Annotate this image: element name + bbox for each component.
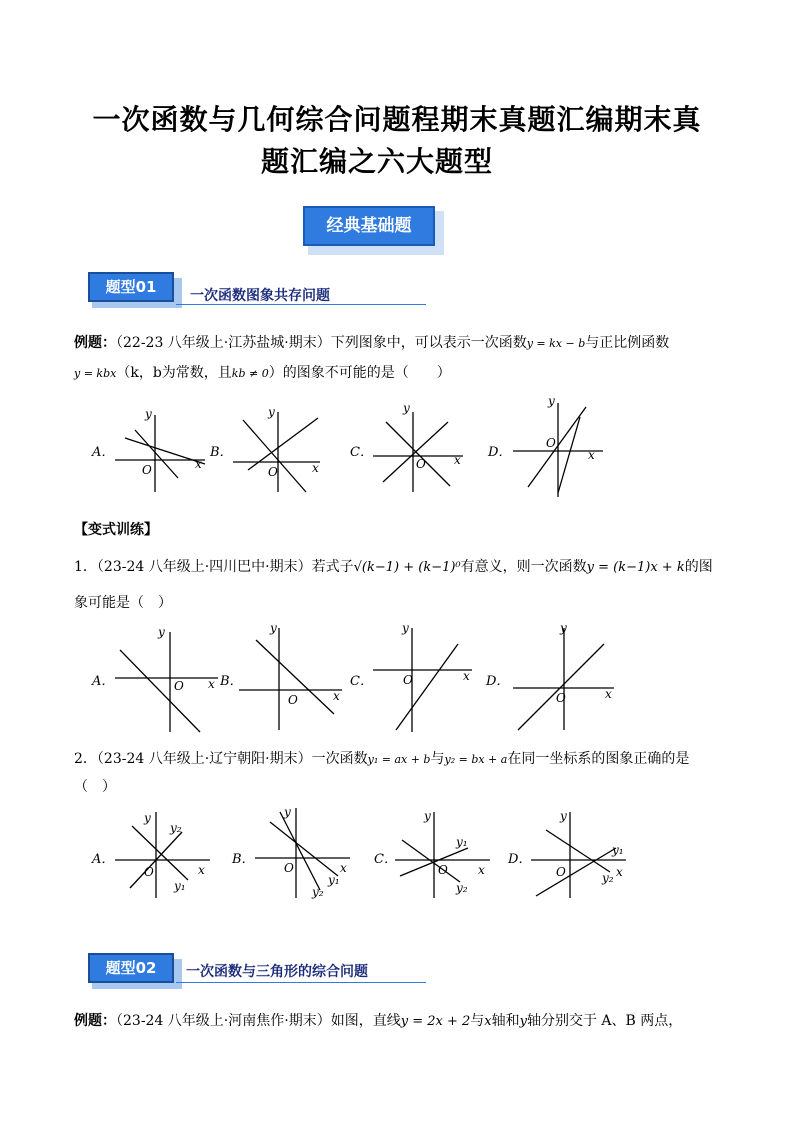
y-label: y — [268, 405, 275, 419]
y-label: y — [158, 625, 165, 639]
question2-line2: （ ） — [74, 779, 116, 795]
q2-option-d-graph — [526, 808, 636, 900]
option-a-label: A． — [92, 852, 115, 867]
q1-option-a-graph — [110, 622, 220, 734]
y1-label: y₁ — [328, 873, 340, 887]
option-a-graph — [110, 400, 210, 495]
origin-label: O — [268, 465, 278, 479]
option-b-graph — [228, 400, 328, 495]
option-b-label: B． — [220, 674, 243, 689]
line-2 — [558, 417, 580, 493]
page-title-line2: 题汇编之六大题型 — [260, 145, 493, 178]
origin-label: O — [288, 693, 298, 707]
line-y1 — [270, 822, 338, 876]
origin-label: O — [142, 463, 152, 477]
section-underline — [176, 982, 426, 983]
option-c-label: C． — [350, 674, 373, 689]
formula: y₂ = bx + a — [444, 753, 508, 766]
option-d-label: D． — [488, 445, 512, 460]
section-label-text: 题型01 — [88, 272, 174, 302]
line-1 — [386, 422, 450, 486]
y-label: y — [284, 805, 291, 819]
y1-label: y₁ — [612, 843, 624, 857]
y-label: y — [270, 621, 277, 635]
x-label: x — [463, 669, 470, 683]
option-c-label: C． — [350, 445, 373, 460]
section-title-02: 一次函数与三角形的综合问题 — [186, 964, 368, 980]
formula: y₁ = ax + b — [367, 753, 431, 766]
y-label: y — [424, 809, 431, 823]
formula: kb ≠ 0 — [231, 367, 269, 380]
origin-label: O — [556, 691, 566, 705]
line-2 — [383, 422, 448, 482]
question1-line2: 象可能是（ ） — [74, 595, 172, 611]
origin-label: O — [438, 863, 448, 877]
line — [120, 650, 200, 732]
x-label: x — [454, 453, 461, 467]
x-label: x — [333, 689, 340, 703]
x-label: x — [208, 677, 215, 691]
x-label: x — [195, 457, 202, 471]
example-label: 例题： — [74, 1013, 116, 1029]
line — [396, 644, 458, 730]
option-b-label: B． — [210, 445, 233, 460]
section-label-01 — [88, 272, 180, 304]
y-label: y — [144, 811, 151, 825]
y-label: y — [548, 394, 555, 408]
origin-label: O — [284, 861, 294, 875]
option-c-label: C． — [374, 852, 397, 867]
formula: √(k−1) + (k−1)⁰ — [353, 560, 461, 575]
y2-label: y₂ — [456, 881, 468, 895]
page-title: 一次函数与几何综合问题程期末真题汇编期末真 — [92, 103, 702, 136]
q2-option-c-graph — [390, 808, 500, 900]
section-label-02 — [88, 953, 180, 985]
example2-line1: 例题：（23-24 八年级上·河南焦作·期末）如图，直线y = 2x + 2与x轴和y轴分别交于 A、B 两点， — [74, 1013, 683, 1029]
y2-label: y₂ — [312, 885, 324, 899]
y1-label: y₁ — [456, 835, 468, 849]
y2-label: y₂ — [602, 871, 614, 885]
x-label: x — [588, 448, 595, 462]
formula: y = kbx — [74, 367, 117, 380]
line-1 — [528, 407, 586, 487]
formula: y = kx − b — [526, 337, 586, 350]
q2-option-a-graph — [110, 808, 220, 900]
option-d-label: D． — [486, 674, 510, 689]
option-b-label: B． — [232, 852, 255, 867]
option-c-graph — [368, 400, 468, 495]
option-a-label: A． — [92, 445, 115, 460]
category-badge — [303, 206, 439, 250]
formula: y = 2x + 2 — [400, 1014, 471, 1029]
section-underline — [176, 304, 426, 305]
y-label: y — [145, 407, 152, 421]
question1-line1: 1．（23-24 八年级上·四川巴中·期末）若式子√(k−1) + (k−1)⁰有意义，则一次函数y = (k−1)x + k的图 — [74, 559, 713, 575]
x-label: x — [312, 461, 319, 475]
origin-label: O — [416, 457, 426, 471]
line-1 — [243, 420, 306, 492]
origin-label: O — [403, 673, 413, 687]
y2-label: y₂ — [170, 821, 182, 835]
origin-label: O — [144, 865, 154, 879]
line-y2 — [402, 840, 460, 882]
q1-option-d-graph — [508, 622, 618, 734]
origin-label: O — [546, 436, 556, 450]
section-title-01: 一次函数图象共存问题 — [190, 288, 330, 304]
x-label: x — [198, 863, 205, 877]
q1-option-c-graph — [368, 622, 478, 734]
practice-heading: 【变式训练】 — [74, 522, 158, 538]
x-label: x — [478, 863, 485, 877]
origin-label: O — [174, 679, 184, 693]
origin-label: O — [556, 865, 566, 879]
y-label: y — [403, 401, 410, 415]
section-label-text: 题型02 — [88, 953, 174, 983]
x-label: x — [605, 687, 612, 701]
badge-label: 经典基础题 — [303, 206, 435, 246]
question2-line1: 2．（23-24 八年级上·辽宁朝阳·期末）一次函数y₁ = ax + b与y₂ = bx + a在同一坐标系的图象正确的是 — [74, 751, 690, 767]
example1-line2: y = kbx（k，b为常数，且kb ≠ 0）的图象不可能的是（ ） — [74, 365, 451, 381]
y-label: y — [560, 809, 567, 823]
example-label: 例题： — [74, 335, 116, 351]
formula: y = (k−1)x + k — [586, 560, 685, 575]
option-d-label: D． — [508, 852, 532, 867]
x-label: x — [340, 861, 347, 875]
example1-line1: 例题：（22-23 八年级上·江苏盐城·期末）下列图象中，可以表示一次函数y = kx − b与正比例函数 — [74, 335, 670, 351]
y-label: y — [560, 621, 567, 635]
option-a-label: A． — [92, 674, 115, 689]
option-d-graph — [508, 395, 608, 500]
y-label: y — [402, 621, 409, 635]
q2-option-b-graph — [250, 805, 360, 900]
line-y2 — [280, 812, 320, 890]
line — [518, 644, 604, 730]
x-label: x — [616, 865, 623, 879]
y1-label: y₁ — [174, 879, 186, 893]
q1-option-b-graph — [236, 622, 346, 734]
